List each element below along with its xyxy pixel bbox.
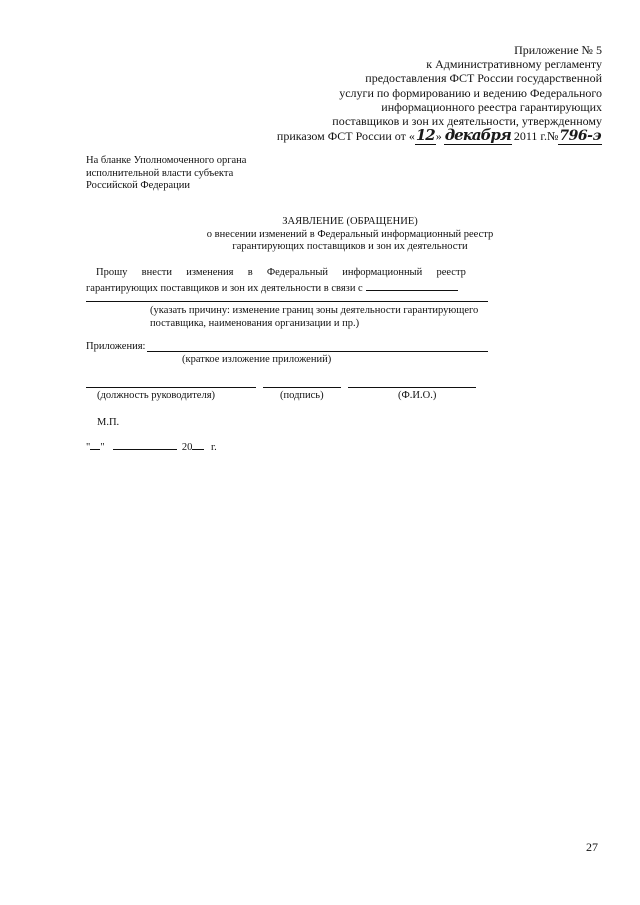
- request-paragraph: [86, 267, 466, 295]
- appendix-line-5: информационного реестра гарантирующих: [381, 99, 602, 114]
- signature-fill-line[interactable]: [263, 387, 341, 388]
- request-line-2-text: гарантирующих поставщиков и зон их деятельности в связи с: [86, 282, 363, 294]
- appendix-line-7: [272, 128, 602, 143]
- month-blank[interactable]: [113, 440, 177, 450]
- handwritten-month: декабря: [444, 126, 511, 145]
- year-suffix: г.: [210, 442, 217, 453]
- reason-fill-line[interactable]: [86, 301, 488, 302]
- stamp-place: М.П.: [97, 417, 120, 428]
- reason-hint: [150, 305, 500, 330]
- appendix-line-3: предоставления ФСТ России государственной: [365, 71, 602, 86]
- request-word: в: [247, 267, 253, 278]
- request-word: информационный: [342, 267, 423, 278]
- request-word: Прошу: [96, 267, 128, 278]
- position-caption: (должность руководителя): [97, 390, 216, 401]
- page-number: 27: [586, 840, 598, 854]
- request-line-1: [86, 267, 466, 280]
- year-blank[interactable]: [192, 440, 204, 450]
- full-name-fill-line[interactable]: [348, 387, 476, 388]
- letterhead-line-3: Российской Федерации: [86, 180, 190, 191]
- date-field: [86, 440, 217, 453]
- year-prefix: 20: [181, 442, 193, 453]
- order-year: 2011 г.№: [513, 129, 559, 144]
- title-line-2: о внесении изменений в Федеральный информационный реестр: [206, 228, 494, 240]
- handwritten-order-number: 796-э: [559, 128, 601, 145]
- letterhead-line-2: исполнительной власти субъекта: [86, 167, 234, 179]
- reason-hint-line-2: поставщика, наименования организации и пр.): [150, 317, 360, 329]
- reason-blank[interactable]: [366, 280, 458, 291]
- title-line-3: гарантирующих поставщиков и зон их деятельности: [232, 241, 468, 252]
- title-line-1: ЗАЯВЛЕНИЕ (ОБРАЩЕНИЕ): [282, 216, 418, 227]
- appendix-line-6: поставщиков и зон их деятельности, утвержденному: [332, 114, 602, 129]
- day-blank[interactable]: [90, 440, 100, 450]
- letterhead-line-1: На бланке Уполномоченного органа: [86, 155, 247, 166]
- signature-caption: (подпись): [280, 390, 324, 401]
- reason-hint-line-1: (указать причину: изменение границ зоны деятельности гарантирующего: [150, 305, 479, 316]
- request-word: Федеральный: [266, 267, 329, 278]
- appendix-header: [272, 43, 602, 143]
- request-word: реестр: [436, 267, 466, 278]
- request-line-2: [86, 280, 466, 296]
- letterhead-note: [86, 155, 246, 193]
- request-word: изменения: [186, 267, 234, 278]
- appendix-line-2: к Административному регламенту: [426, 57, 602, 72]
- attachments-hint: (краткое изложение приложений): [182, 354, 332, 365]
- attachments-label: Приложения:: [86, 341, 146, 352]
- appendix-line-1: Приложение № 5: [514, 43, 602, 57]
- request-word: внести: [141, 267, 172, 278]
- order-quote: »: [435, 129, 442, 144]
- handwritten-day: 12: [415, 126, 435, 145]
- attachments-fill-line[interactable]: [147, 351, 488, 352]
- date-quote-close: ": [100, 442, 105, 453]
- position-fill-line[interactable]: [86, 387, 256, 388]
- full-name-caption: (Ф.И.О.): [398, 390, 437, 401]
- document-title: [150, 216, 550, 254]
- order-prefix: приказом ФСТ России от «: [276, 129, 415, 144]
- appendix-line-4: услуги по формированию и ведению Федерального: [339, 85, 602, 100]
- date-quote-open: ": [86, 442, 91, 453]
